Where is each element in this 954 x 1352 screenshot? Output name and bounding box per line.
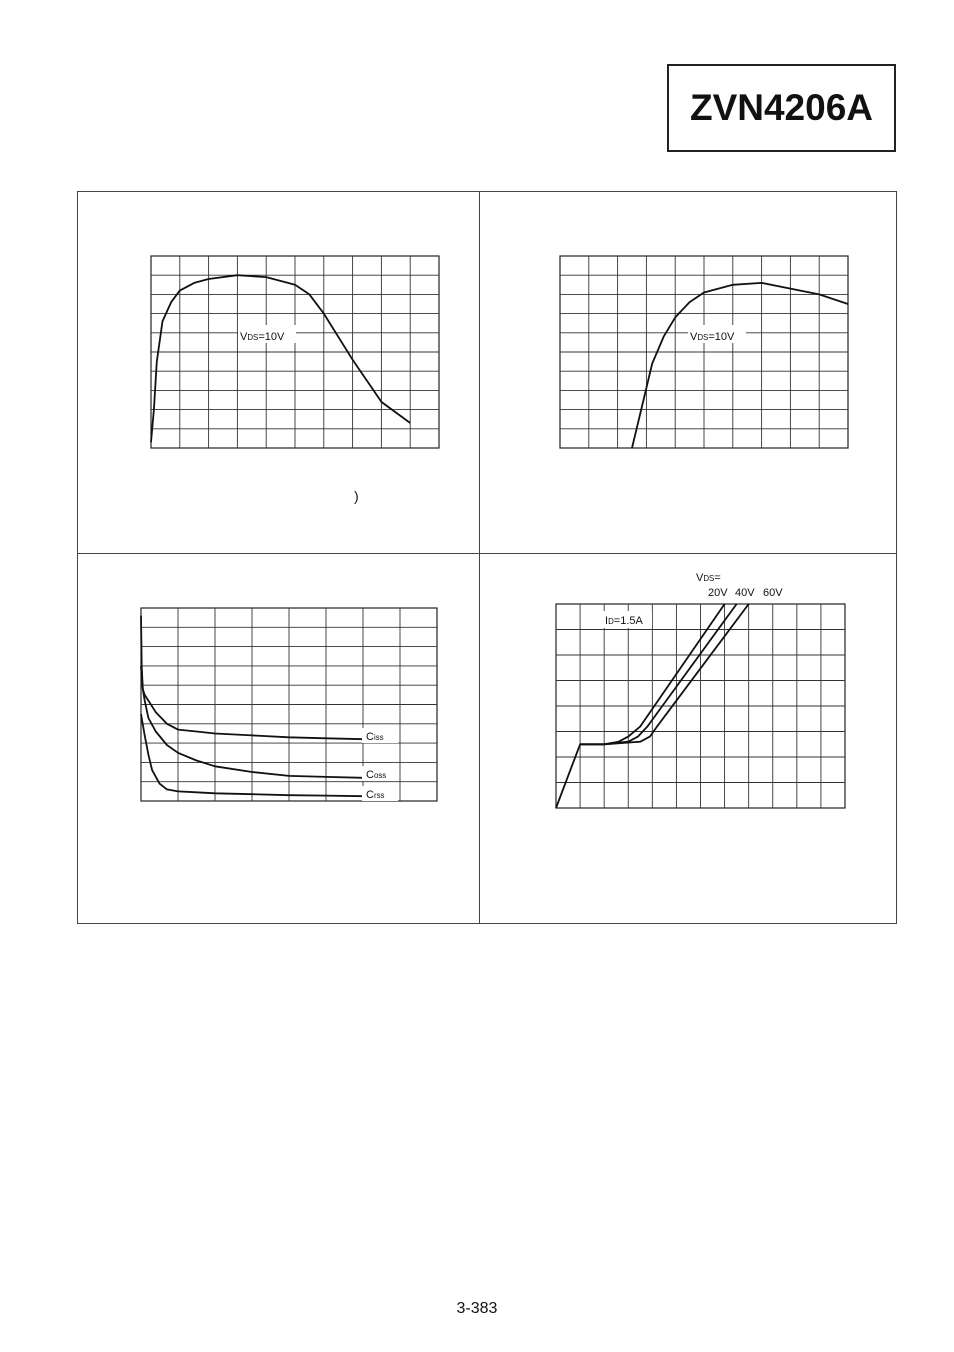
page-number: 3-383 bbox=[456, 1300, 498, 1317]
series-line-top-right-0 bbox=[632, 283, 848, 448]
series-label-Crss: Crss bbox=[366, 789, 385, 801]
part-number: ZVN4206A bbox=[689, 87, 874, 128]
legend-title-vds: VDS= bbox=[696, 572, 721, 584]
annotation-id: ID=1.5A bbox=[605, 615, 643, 627]
series-label-20V: 20V bbox=[708, 587, 728, 599]
series-label-Coss: Coss bbox=[366, 769, 387, 781]
series-line-top-left-0 bbox=[151, 275, 410, 442]
annotation-vds: VDS=10V bbox=[240, 331, 285, 343]
series-label-60V: 60V bbox=[763, 587, 783, 599]
series-label-Ciss: Ciss bbox=[366, 731, 384, 743]
series-label-40V: 40V bbox=[735, 587, 755, 599]
stray-parenthesis: ) bbox=[354, 488, 359, 504]
annotation-vds: VDS=10V bbox=[690, 331, 735, 343]
